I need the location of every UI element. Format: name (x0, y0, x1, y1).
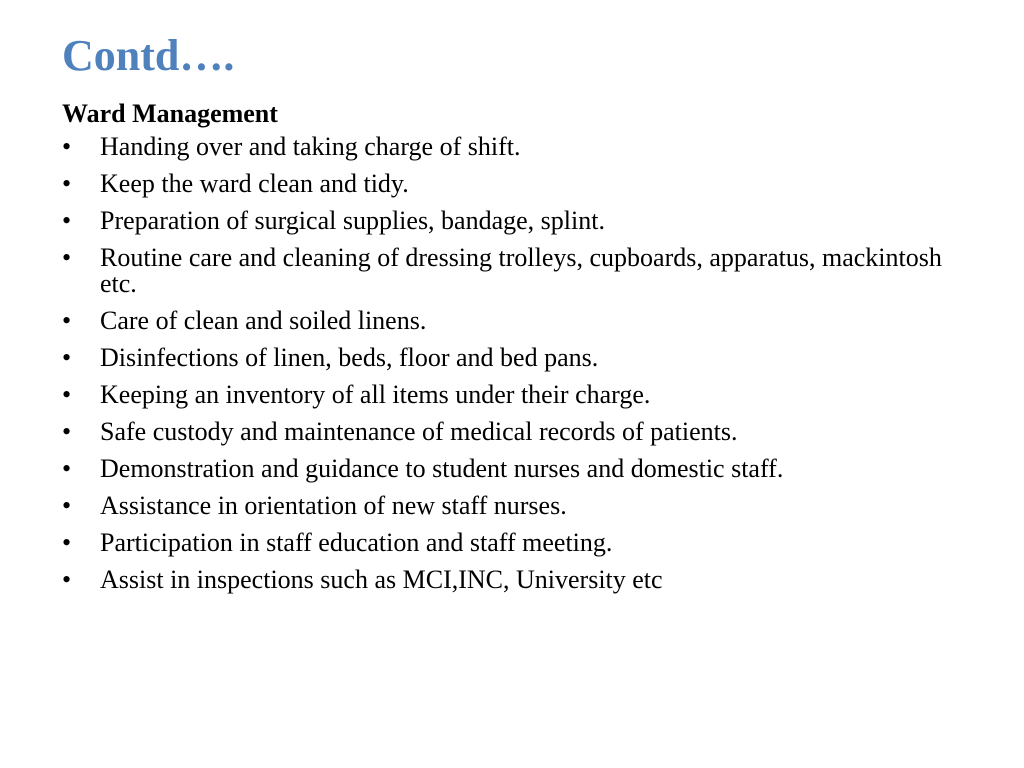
slide-content (62, 98, 984, 593)
bullet-icon: • (62, 306, 72, 335)
list-item-text: Keep the ward clean and tidy. (100, 169, 409, 198)
bullet-icon: • (62, 528, 72, 557)
list-item-text: Disinfections of linen, beds, floor and bed pans. (100, 343, 599, 372)
section-heading: Ward Management (62, 99, 278, 128)
list-item (62, 382, 962, 408)
list-item (62, 171, 962, 197)
slide-title: Contd…. (62, 31, 235, 80)
list-item-text: Preparation of surgical supplies, bandage, splint. (100, 206, 605, 235)
list-item-text: Participation in staff education and staff meeting. (100, 528, 613, 557)
bullet-icon: • (62, 380, 72, 409)
bullet-list (62, 134, 984, 593)
bullet-icon: • (62, 206, 72, 235)
bullet-icon: • (62, 243, 72, 272)
list-item (62, 530, 962, 556)
list-item-text: Handing over and taking charge of shift. (100, 132, 521, 161)
list-item (62, 567, 962, 593)
list-item-text: Assistance in orientation of new staff nurses. (100, 491, 567, 520)
list-item-text: Keeping an inventory of all items under their charge. (100, 380, 651, 409)
list-item (62, 345, 962, 371)
list-item (62, 493, 962, 519)
list-item (62, 456, 962, 482)
list-item-text: Demonstration and guidance to student nurses and domestic staff. (100, 454, 784, 483)
list-item (62, 245, 962, 297)
bullet-icon: • (62, 454, 72, 483)
bullet-icon: • (62, 343, 72, 372)
list-item (62, 308, 962, 334)
bullet-icon: • (62, 132, 72, 161)
bullet-icon: • (62, 417, 72, 446)
list-item-text: Care of clean and soiled linens. (100, 306, 427, 335)
bullet-icon: • (62, 491, 72, 520)
list-item-text: Assist in inspections such as MCI,INC, University etc (100, 565, 663, 594)
bullet-icon: • (62, 565, 72, 594)
list-item (62, 419, 962, 445)
list-item-text: Safe custody and maintenance of medical records of patients. (100, 417, 738, 446)
list-item (62, 208, 962, 234)
bullet-icon: • (62, 169, 72, 198)
list-item (62, 134, 962, 160)
list-item-text: Routine care and cleaning of dressing trolleys, cupboards, apparatus, mackintosh etc. (100, 243, 942, 298)
